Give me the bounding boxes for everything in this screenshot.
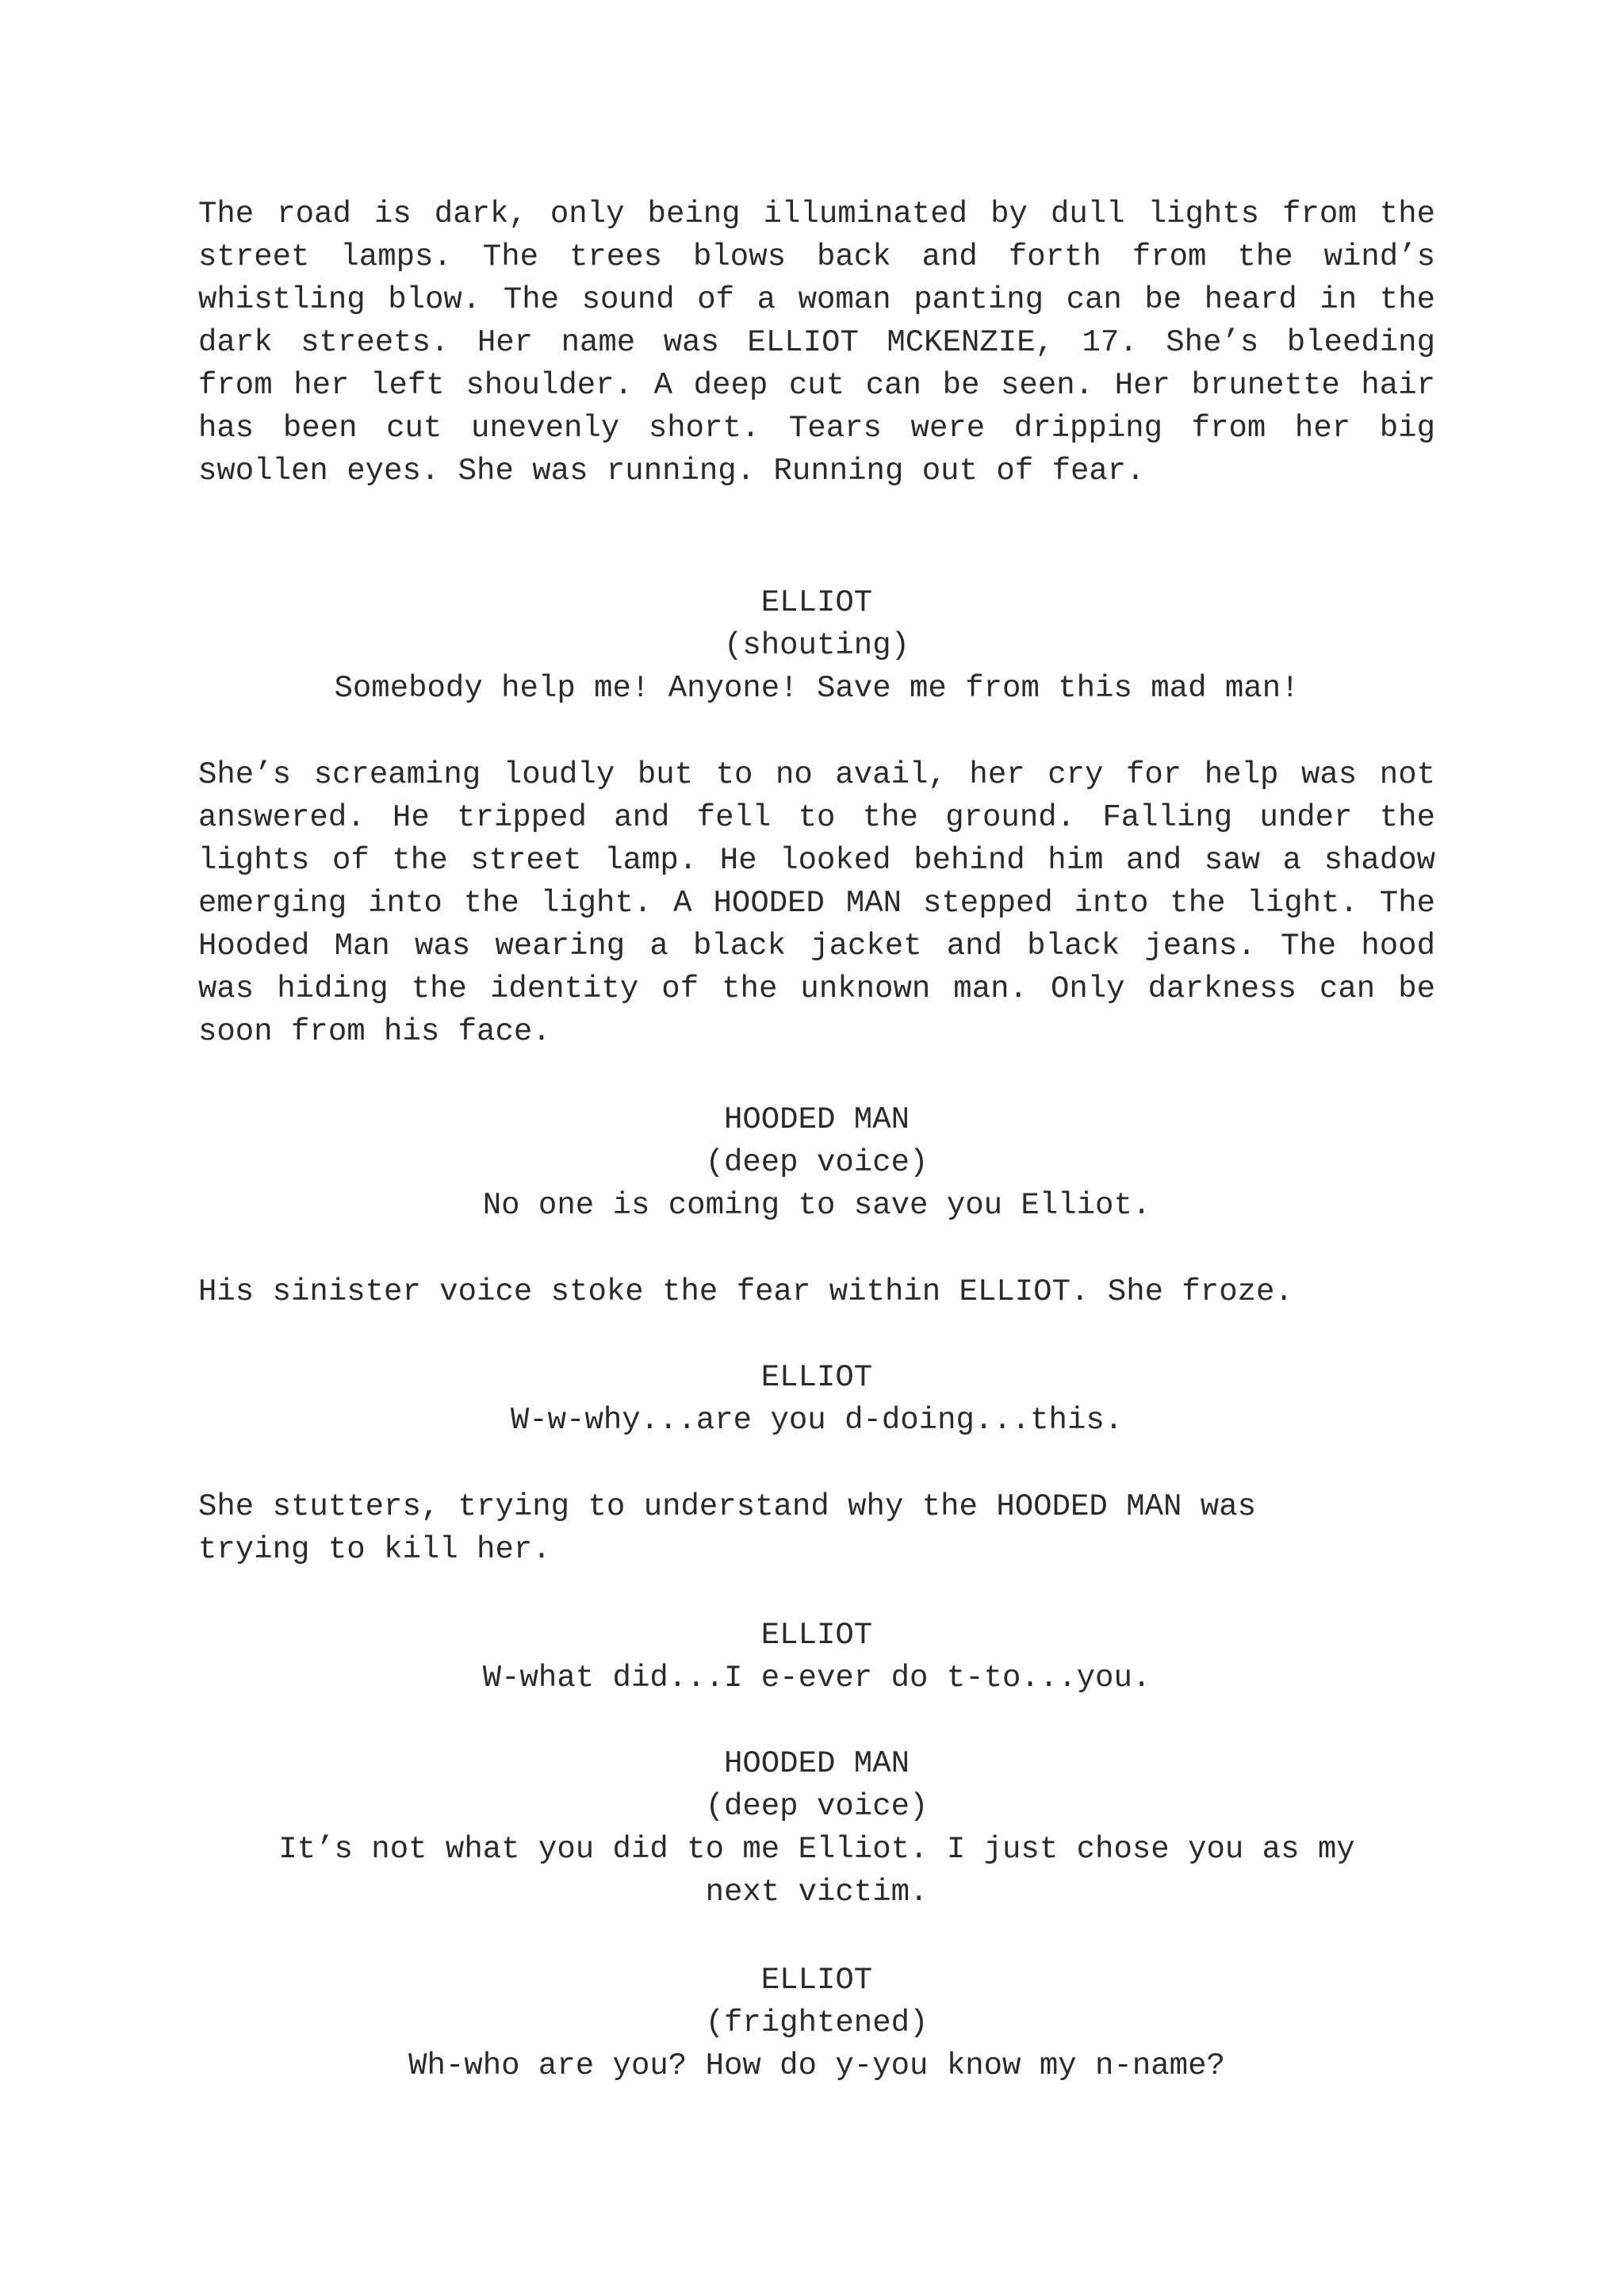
dialogue-block <box>230 1742 1404 1914</box>
action-paragraph: The road is dark, only being illuminated by dull lights from the street lamps. The trees blows back and forth from the wind’s whistling blow. The sound of a woman panting can be heard in the dark streets. Her name was ELLIOT MCKENZIE, 17. She’s bleeding from her left shoulder. A deep cut can be seen. Her brunette hair has been cut unevenly short. Tears were dripping from her big swollen eyes. She was running. Running out of fear. <box>198 197 1435 489</box>
character-name: HOODED MAN <box>723 1102 910 1137</box>
dialogue-line: next victim. <box>705 1875 929 1910</box>
parenthetical: (shouting) <box>723 628 910 663</box>
parenthetical: (deep voice) <box>705 1789 929 1824</box>
character-name: ELLIOT <box>760 585 873 620</box>
parenthetical: (deep voice) <box>705 1145 929 1180</box>
character-name: ELLIOT <box>760 1618 873 1653</box>
action-paragraph <box>198 1485 1435 1571</box>
dialogue-line: No one is coming to save you Elliot. <box>482 1188 1151 1223</box>
dialogue-line: W-w-why...are you d-doing...this. <box>510 1403 1124 1438</box>
dialogue-line: It’s not what you did to me Elliot. I just chose you as my <box>278 1832 1355 1867</box>
character-name: ELLIOT <box>760 1360 873 1395</box>
character-name: HOODED MAN <box>723 1746 910 1781</box>
dialogue-line: Somebody help me! Anyone! Save me from this mad man! <box>334 671 1300 706</box>
parenthetical: (frightened) <box>705 2006 929 2040</box>
dialogue-line: Wh-who are you? How do y-you know my n-name? <box>408 2048 1225 2083</box>
character-name: ELLIOT <box>760 1963 873 1998</box>
dialogue-line: W-what did...I e-ever do t-to...you. <box>482 1661 1151 1695</box>
action-paragraph: She’s screaming loudly but to no avail, her cry for help was not answered. He tripped and fell to the ground. Falling under the lights of the street lamp. He looked behind him and saw a shadow emerging into the light. A HOODED MAN stepped into the light. The Hooded Man was wearing a black jacket and black jeans. The hood was hiding the identity of the unknown man. Only darkness can be soon from his face. <box>198 757 1435 1049</box>
dialogue-block <box>198 1614 1435 1699</box>
dialogue-block <box>198 1098 1435 1227</box>
dialogue-block <box>198 1356 1435 1442</box>
action-line: She stutters, trying to understand why the HOODED MAN was <box>198 1489 1257 1524</box>
action-line: trying to kill her. <box>198 1532 551 1567</box>
action-paragraph: His sinister voice stoke the fear within ELLIOT. She froze. <box>198 1274 1293 1309</box>
dialogue-block <box>198 581 1435 710</box>
dialogue-block <box>198 1959 1435 2087</box>
